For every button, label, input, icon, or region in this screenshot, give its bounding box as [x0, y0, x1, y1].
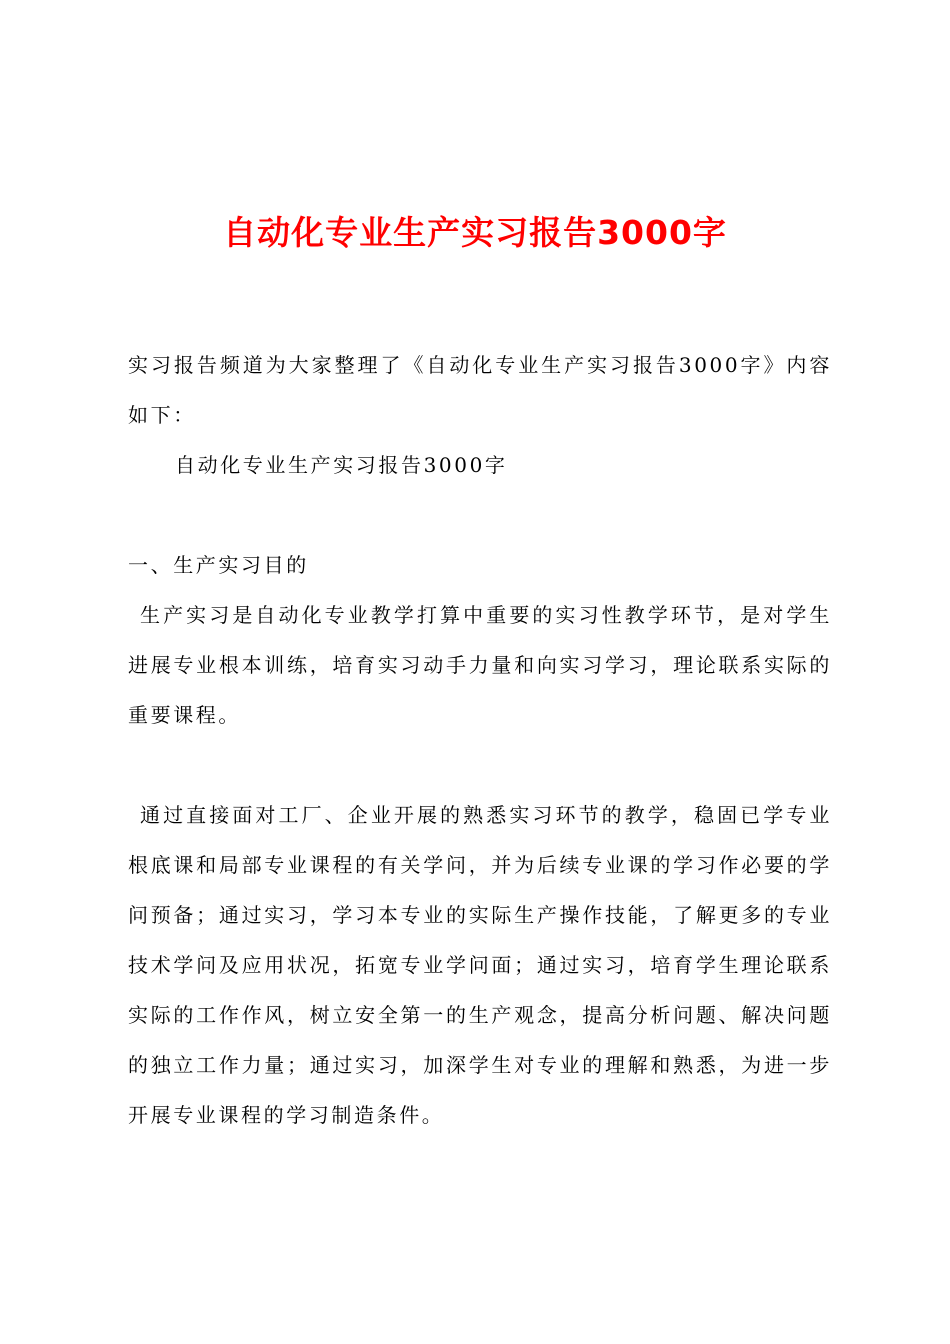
section-heading: 一、生产实习目的 — [128, 553, 309, 577]
document-subtitle: 自动化专业生产实习报告3000字 — [175, 453, 508, 477]
intro-paragraph: 实习报告频道为大家整理了《自动化专业生产实习报告3000字》内容如下： — [128, 353, 832, 427]
body-paragraph: 生产实习是自动化专业教学打算中重要的实习性教学环节，是对学生进展专业根本训练，培育实习动手力量和向实习学习，理论联系实际的重要课程。 — [128, 603, 832, 727]
body-paragraph: 通过直接面对工厂、企业开展的熟悉实习环节的教学，稳固已学专业根底课和局部专业课程的有关学问，并为后续专业课的学习作必要的学问预备；通过实习，学习本专业的实际生产操作技能，了解更多的专业技术学问及应用状况，拓宽专业学问面；通过实习，培育学生理论联系实际的工作作风，树立安全第一的生产观念，提高分析问题、解决问题的独立工作力量；通过实习，加深学生对专业的理解和熟悉，为进一步开展专业课程的学习制造条件。 — [128, 803, 832, 1127]
document-title: 自动化专业生产实习报告3000字 — [223, 213, 727, 252]
